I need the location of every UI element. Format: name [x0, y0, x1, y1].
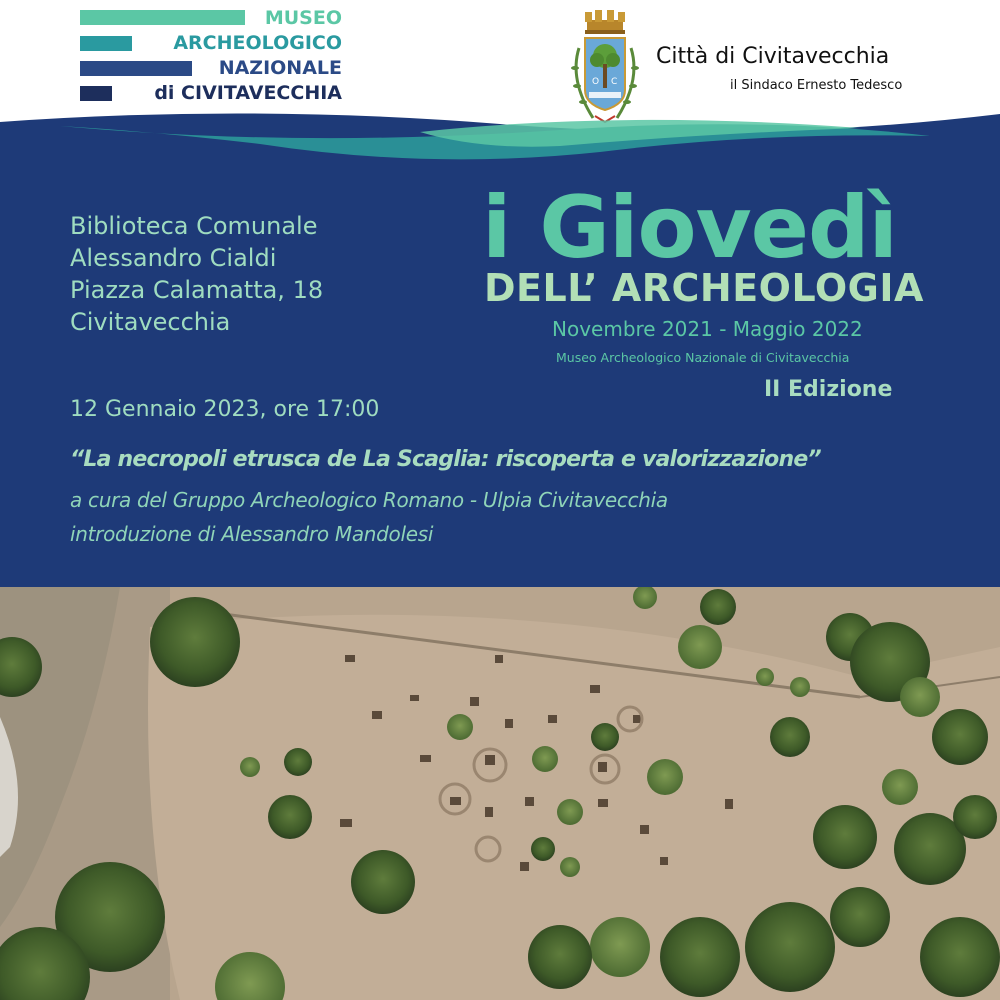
series-organizer: Museo Archeologico Nazionale di Civitavecchia — [556, 350, 850, 365]
event-curated-by: a cura del Gruppo Archeologico Romano - Ulpia Civitavecchia — [70, 488, 668, 512]
venue-address — [70, 210, 323, 338]
venue-line-4: Civitavecchia — [70, 308, 231, 336]
logo-line-museo: MUSEO — [264, 7, 342, 29]
svg-text:O: O — [592, 77, 600, 87]
logo-line-nazionale: NAZIONALE — [218, 57, 342, 79]
series-title — [480, 178, 950, 310]
city-name: Città di Civitavecchia — [656, 44, 890, 69]
svg-text:C: C — [611, 77, 618, 87]
series-title-sub: DELL’ ARCHEOLOGIA — [484, 266, 924, 310]
event-introduction: introduzione di Alessandro Mandolesi — [70, 522, 434, 546]
series-edition: II Edizione — [764, 377, 893, 402]
venue-line-1: Biblioteca Comunale — [70, 212, 318, 240]
mayor-name: il Sindaco Ernesto Tedesco — [730, 78, 903, 93]
logo-line-archeologico: ARCHEOLOGICO — [173, 32, 342, 54]
logo-bar-1 — [80, 10, 245, 25]
venue-line-3: Piazza Calamatta, 18 — [70, 276, 324, 304]
logo-bar-2 — [80, 36, 132, 51]
aerial-photo-illustration — [0, 587, 1000, 1000]
venue-line-2: Alessandro Cialdi — [70, 244, 277, 272]
event-datetime: 12 Gennaio 2023, ore 17:00 — [70, 397, 380, 422]
series-dates: Novembre 2021 - Maggio 2022 — [552, 317, 863, 341]
series-title-main: i Giovedì — [482, 178, 897, 278]
logo-bar-4 — [80, 86, 112, 101]
event-title: “La necropoli etrusca de La Scaglia: riscoperta e valorizzazione” — [70, 447, 821, 472]
logo-line-civitavecchia: di CIVITAVECCHIA — [154, 82, 342, 104]
aerial-necropolis-photo — [0, 587, 1000, 1000]
logo-bar-3 — [80, 61, 192, 76]
museum-logo — [80, 7, 350, 105]
